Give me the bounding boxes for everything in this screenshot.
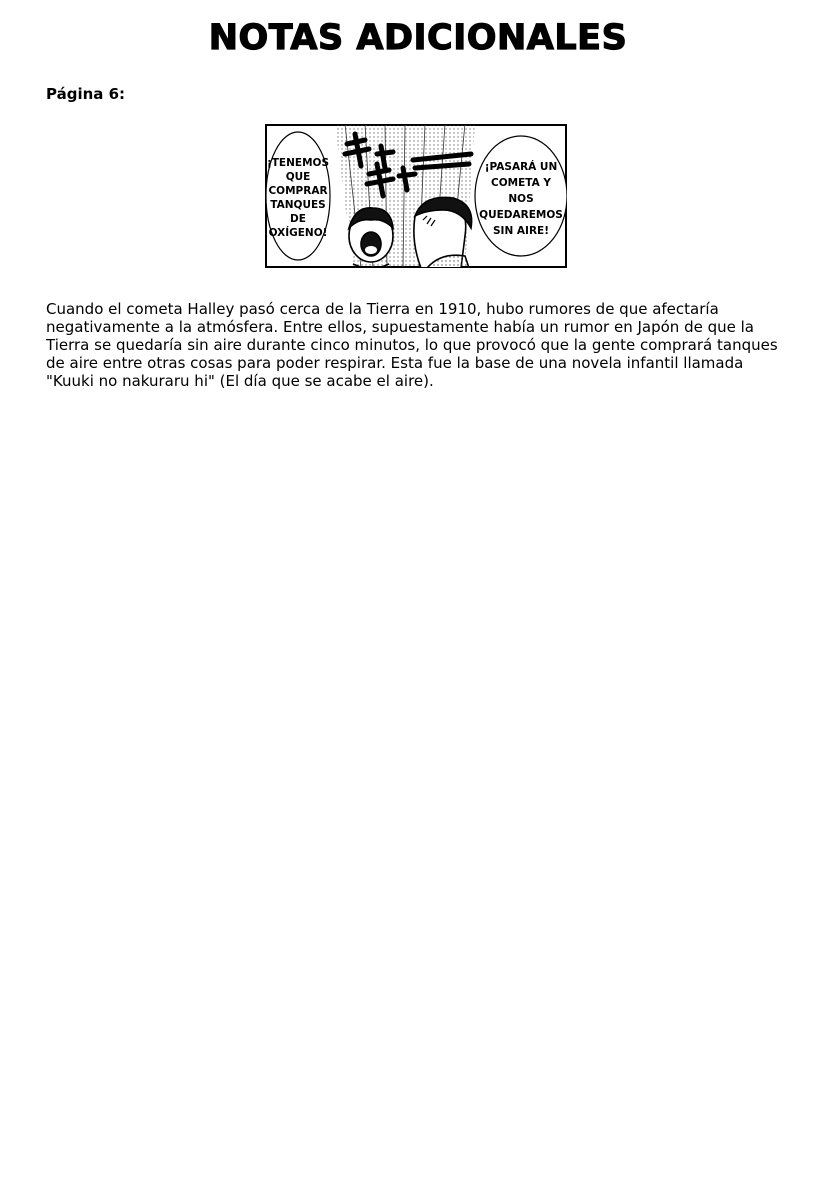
right-bubble-line: NOS — [508, 193, 534, 205]
left-bubble-line: ¡TENEMOS — [266, 157, 330, 169]
paragraph-line: Cuando el cometa Halley pasó cerca de la Tierra en 1910, hubo rumores de que afectaría — [46, 300, 719, 318]
left-bubble-line: OXÍGENO! — [268, 227, 328, 239]
paragraph-line: negativamente a la atmósfera. Entre ellos, supuestamente había un rumor en Japón de que la — [46, 318, 754, 336]
paragraph-line: de aire entre otras cosas para poder respirar. Esta fue la base de una novela infantil llamada — [46, 354, 744, 372]
right-bubble-line: SIN AIRE! — [493, 225, 549, 237]
note-paragraph — [46, 300, 796, 390]
manga-panel-image — [265, 124, 567, 268]
paragraph-line: Tierra se quedaría sin aire durante cinco minutos, lo que provocó que la gente comprará tanques — [46, 336, 778, 354]
section-label: Página 6: — [46, 85, 126, 103]
left-bubble-line: COMPRAR — [268, 185, 328, 197]
manga-panel-illustration — [265, 124, 567, 268]
left-bubble-line: TANQUES — [270, 199, 326, 211]
left-bubble-line: DE — [290, 213, 306, 225]
page-title: NOTAS ADICIONALES — [208, 18, 628, 58]
left-bubble-line: QUE — [285, 171, 311, 183]
right-bubble-line: ¡PASARÁ UN — [484, 161, 558, 173]
right-bubble-line: QUEDAREMOS — [479, 209, 563, 221]
paragraph-line: "Kuuki no nakuraru hi" (El día que se acabe el aire). — [46, 372, 434, 390]
right-bubble-line: COMETA Y — [491, 177, 551, 189]
